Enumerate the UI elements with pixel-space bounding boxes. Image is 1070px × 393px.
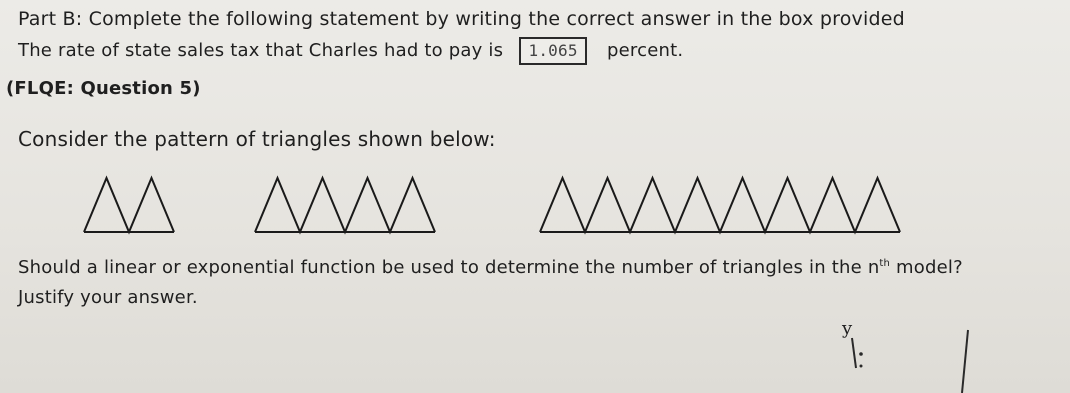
sales-tax-statement xyxy=(18,37,683,65)
justify-prompt: Justify your answer. xyxy=(18,287,198,308)
axis-line xyxy=(852,338,856,368)
graph-sketch xyxy=(830,320,990,393)
statement-before: The rate of state sales tax that Charles had to pay is xyxy=(18,40,504,61)
part-b-heading: Part B: xyxy=(18,8,83,30)
triangle-model-3 xyxy=(540,178,900,232)
part-b-instruction-text: Complete the following statement by writing the correct answer in the box provided xyxy=(88,8,905,30)
axis-label-y: y xyxy=(842,318,853,339)
axis-tick xyxy=(860,365,863,368)
axis-tick xyxy=(859,352,863,356)
question-after: model? xyxy=(896,257,963,278)
triangle-model-2 xyxy=(255,178,435,232)
triangle-sides xyxy=(255,178,435,232)
triangle-model-1 xyxy=(84,178,174,232)
question-text xyxy=(18,257,963,278)
triangle-pattern-figure xyxy=(0,170,1070,245)
question-before: Should a linear or exponential function be used to determine the number of triangles in the xyxy=(18,257,862,278)
nth-term: $n^{th}$ xyxy=(867,257,891,278)
answer-box[interactable]: 1.065 xyxy=(519,37,587,65)
question-prompt: Consider the pattern of triangles shown below: xyxy=(18,127,496,151)
triangle-sides xyxy=(540,178,900,232)
triangle-sides xyxy=(84,178,174,232)
question-label: (FLQE: Question 5) xyxy=(6,78,201,99)
part-b-instruction xyxy=(18,8,905,30)
curve-line xyxy=(962,330,968,393)
statement-after: percent. xyxy=(607,40,684,61)
